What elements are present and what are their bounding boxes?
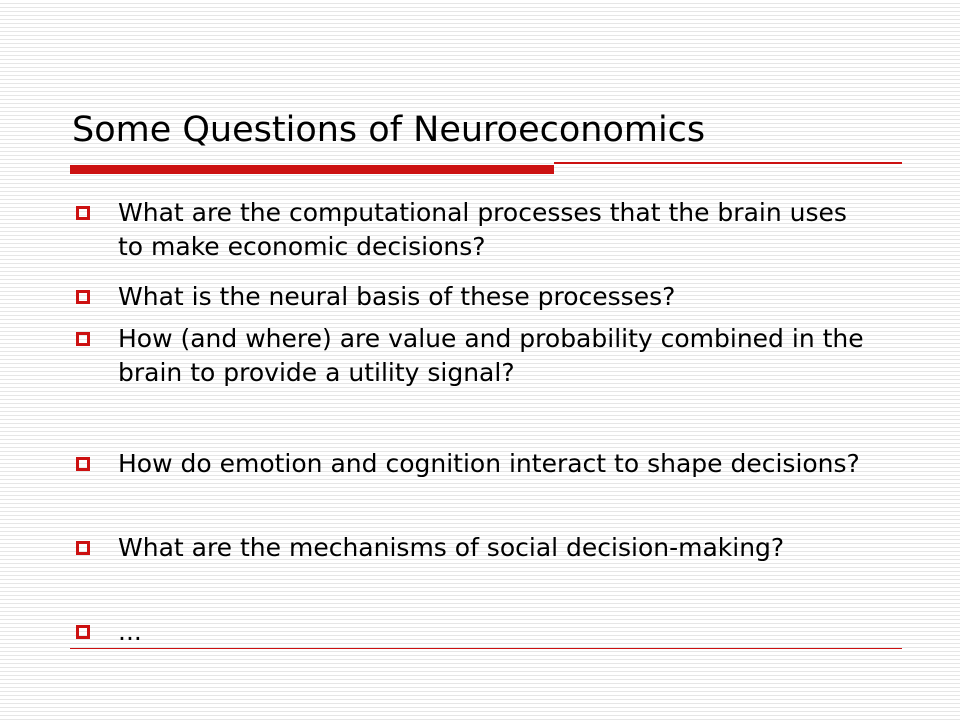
bullet-text: What is the neural basis of these processes? <box>118 282 676 311</box>
square-bullet-icon <box>76 290 90 304</box>
bullet-text: ... <box>118 617 142 646</box>
bullet-text: What are the computational processes that the brain uses to make economic decisions? <box>118 198 847 261</box>
bullet-text: How (and where) are value and probability combined in the brain to provide a utility signal? <box>118 324 864 387</box>
bullet-text: How do emotion and cognition interact to shape decisions? <box>118 449 860 478</box>
square-bullet-icon <box>76 541 90 555</box>
square-bullet-icon <box>76 625 90 639</box>
title-underline-thick <box>70 165 554 174</box>
square-bullet-icon <box>76 332 90 346</box>
bottom-rule <box>70 648 902 649</box>
square-bullet-icon <box>76 457 90 471</box>
square-bullet-icon <box>76 206 90 220</box>
bullet-text: What are the mechanisms of social decision-making? <box>118 533 785 562</box>
slide-title: Some Questions of Neuroeconomics <box>72 110 706 150</box>
title-underline-thin <box>554 162 902 164</box>
